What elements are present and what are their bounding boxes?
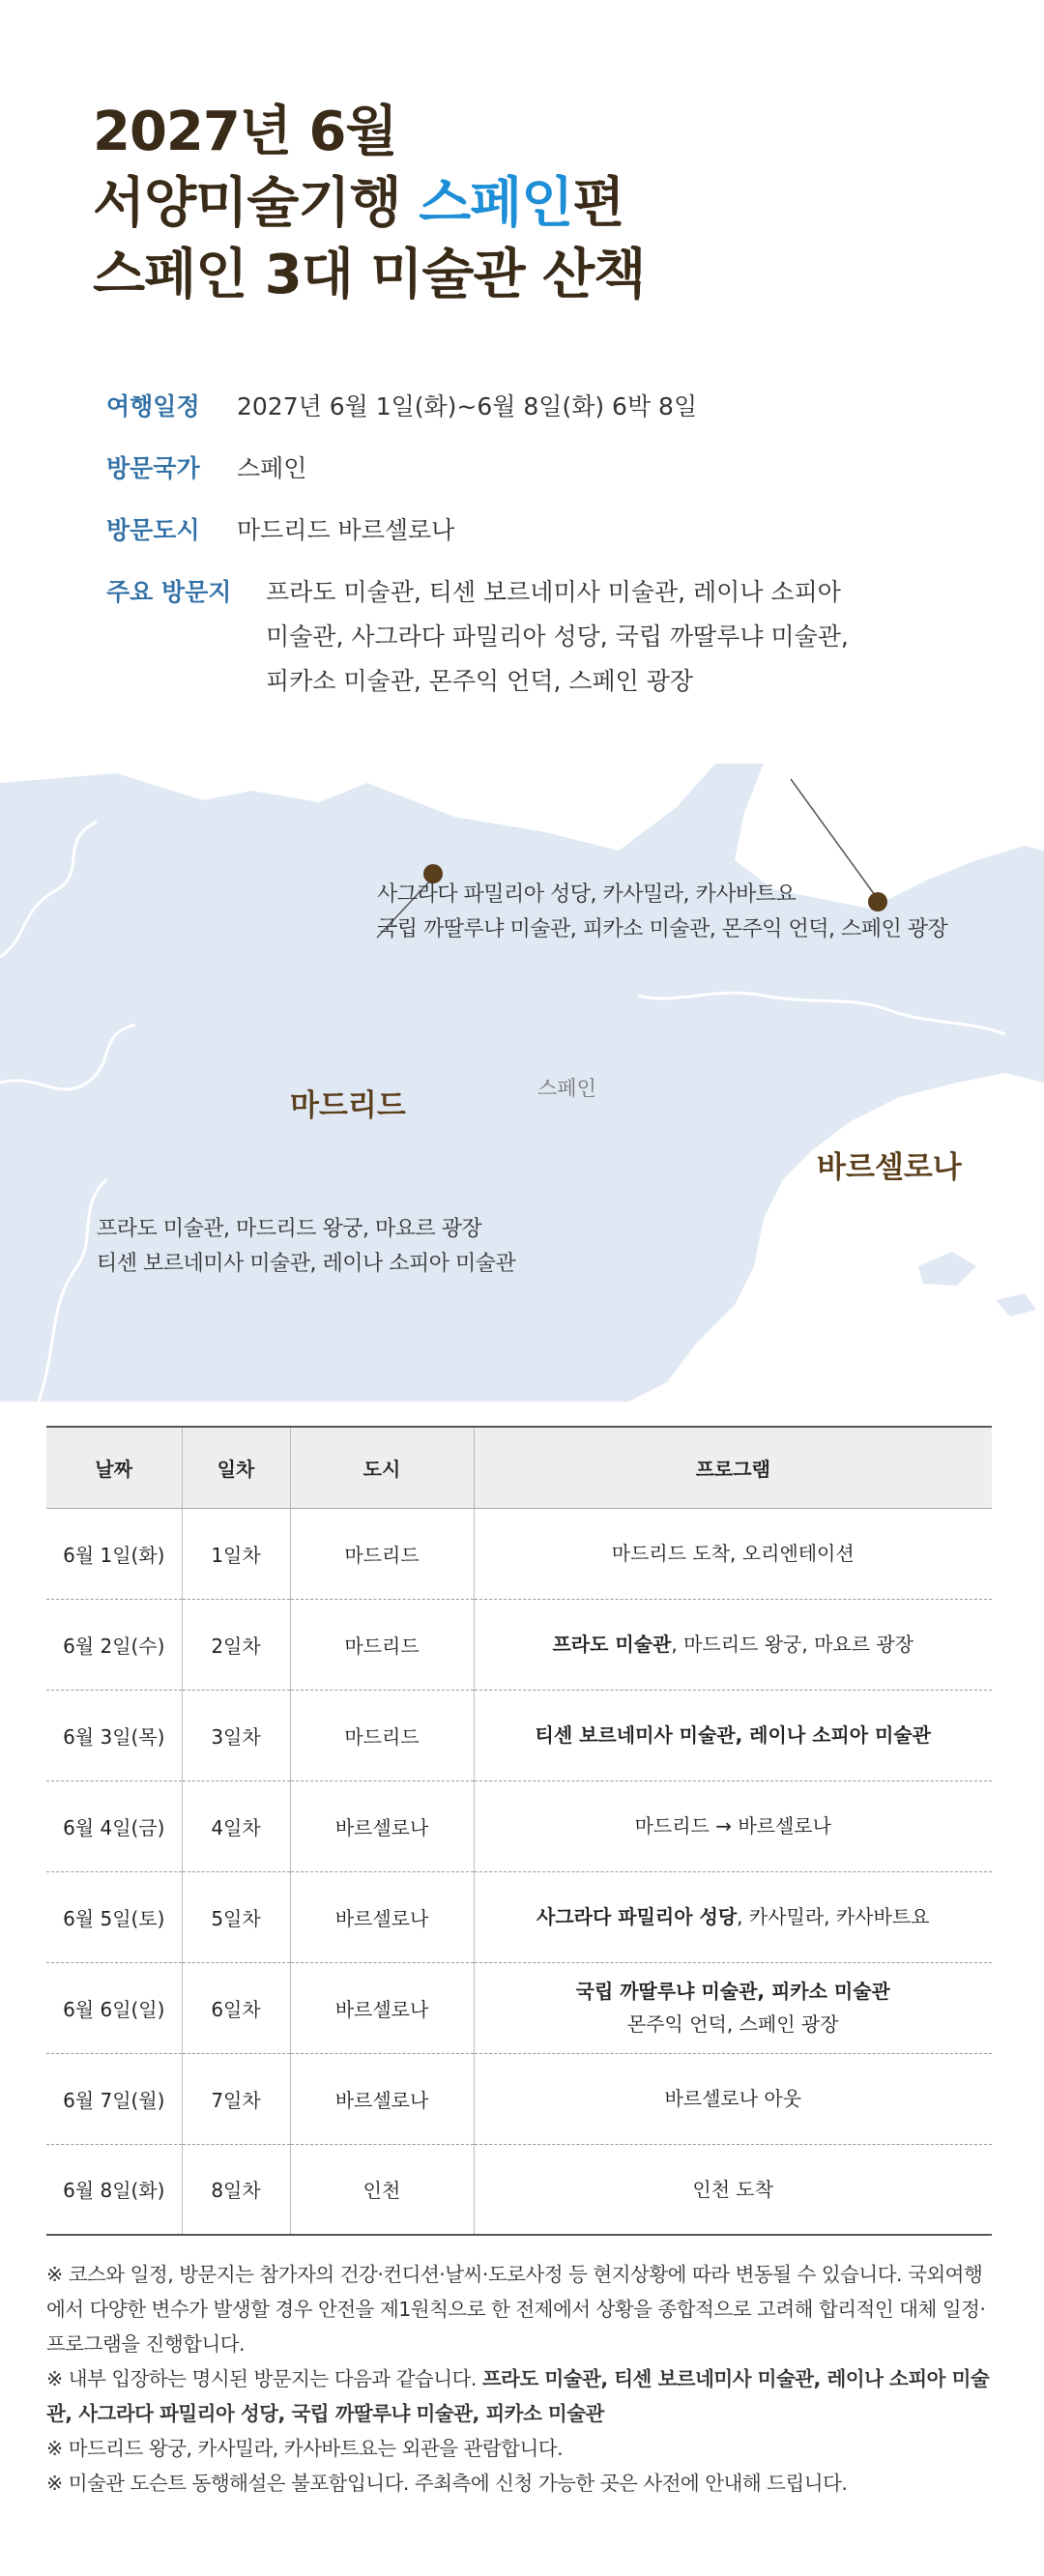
title-line-2-pre: 서양미술기행 (93, 172, 420, 235)
day-cell: 8일차 (182, 2144, 290, 2235)
program-line-2: 몬주익 언덕, 스페인 광장 (626, 2012, 839, 2036)
cities-value: 마드리드 바르셀로나 (237, 516, 455, 544)
date-cell: 6월 4일(금) (46, 1780, 182, 1871)
country-label-map: 스페인 (537, 1077, 596, 1100)
program-cell (474, 1962, 992, 2053)
note-2 (46, 2361, 999, 2431)
period-label: 여행일정 (106, 392, 200, 420)
day-cell: 4일차 (182, 1780, 290, 1871)
day-cell: 7일차 (182, 2053, 290, 2144)
madrid-label: 마드리드 (290, 1088, 406, 1123)
title-line-1: 2027년 6월 (93, 101, 397, 163)
program-line (475, 1809, 993, 1842)
program-line (475, 1719, 993, 1751)
program-text: , 카사밀라, 카사바트요 (737, 1905, 930, 1928)
date-cell: 6월 2일(수) (46, 1599, 182, 1690)
barcelona-sites-line: 국립 까딸루냐 미술관, 피카소 미술관, 몬주익 언덕, 스페인 광장 (377, 917, 948, 941)
sites-value (266, 570, 849, 704)
program-text: , 마드리드 왕궁, 마요르 광장 (671, 1633, 914, 1656)
table-header-row (46, 1427, 992, 1508)
program-cell (474, 1871, 992, 1962)
madrid-sites-line: 티센 보르네미사 미술관, 레이나 소피아 미술관 (97, 1252, 516, 1276)
header-date: 날짜 (46, 1427, 182, 1508)
date-cell: 6월 8일(화) (46, 2144, 182, 2235)
table-row (46, 1871, 992, 1962)
note-1: ※ 코스와 일정, 방문지는 참가자의 건강·컨디션·날씨·도로사정 등 현지상황에 따라 변동될 수 있습니다. 국외여행에서 다양한 변수가 발생할 경우 안전을 제1원칙으로 한 전제에서 상황을 종합적으로 고려해 합리적인 대체 일정·프로그램을 진행합니다. (46, 2263, 986, 2356)
table-row (46, 1599, 992, 1690)
info-row-sites (106, 570, 976, 704)
date-cell: 6월 5일(토) (46, 1871, 182, 1962)
table-row (46, 1962, 992, 2053)
program-cell (474, 2144, 992, 2235)
header-day: 일차 (182, 1427, 290, 1508)
city-cell: 마드리드 (290, 1599, 474, 1690)
city-cell: 바르셀로나 (290, 1871, 474, 1962)
program-line (475, 2082, 993, 2115)
program-cell (474, 1508, 992, 1599)
title-line-3: 스페인 3대 미술관 산책 (93, 244, 646, 306)
page-title (93, 97, 963, 311)
madrid-sites-text (97, 1212, 515, 1282)
title-line-2 (93, 168, 963, 240)
date-cell: 6월 6일(일) (46, 1962, 182, 2053)
note-2-bold: 프라도 미술관, 티센 보르네미사 미술관, 레이나 소피아 미술관, 사그라다 파밀리아 성당, 국립 까딸루냐 미술관, 피카소 미술관 (46, 2367, 990, 2425)
program-text: 바르셀로나 아웃 (664, 2087, 802, 2110)
spain-map (0, 764, 1044, 1402)
day-cell: 2일차 (182, 1599, 290, 1690)
city-cell: 인천 (290, 2144, 474, 2235)
city-cell: 바르셀로나 (290, 1780, 474, 1871)
day-cell: 6일차 (182, 1962, 290, 2053)
barcelona-sites-text (377, 878, 947, 947)
header-city: 도시 (290, 1427, 474, 1508)
program-line (475, 1537, 993, 1570)
program-text: 마드리드 도착, 오리엔테이션 (611, 1542, 855, 1565)
title-line-2-post: 편 (572, 172, 624, 235)
info-row-period (106, 385, 976, 429)
country-label: 방문국가 (106, 454, 200, 482)
schedule-table (46, 1426, 992, 2236)
sites-line: 피카소 미술관, 몬주익 언덕, 스페인 광장 (266, 667, 694, 695)
barcelona-sites-line: 사그라다 파밀리아 성당, 카사밀라, 카사바트요 (377, 883, 797, 907)
city-cell: 마드리드 (290, 1508, 474, 1599)
program-bold: 사그라다 파밀리아 성당 (536, 1905, 738, 1928)
program-line (475, 1628, 993, 1661)
date-cell: 6월 1일(화) (46, 1508, 182, 1599)
date-cell: 6월 3일(목) (46, 1690, 182, 1780)
table-row (46, 1780, 992, 1871)
program-bold: 국립 까딸루냐 미술관, 피카소 미술관 (575, 1980, 890, 2003)
day-cell: 5일차 (182, 1871, 290, 1962)
program-text: 마드리드 → 바르셀로나 (634, 1814, 831, 1838)
program-line (475, 1900, 993, 1933)
program-bold: 티센 보르네미사 미술관, 레이나 소피아 미술관 (535, 1723, 931, 1747)
sites-line: 프라도 미술관, 티센 보르네미사 미술관, 레이나 소피아 (266, 578, 841, 606)
table-row (46, 1690, 992, 1780)
note-4: ※ 미술관 도슨트 동행해설은 불포함입니다. 주최측에 신청 가능한 곳은 사전에 안내해 드립니다. (46, 2472, 848, 2495)
table-row (46, 1508, 992, 1599)
country-value: 스페인 (237, 454, 307, 482)
program-cell (474, 2053, 992, 2144)
sites-line: 미술관, 사그라다 파밀리아 성당, 국립 까딸루냐 미술관, (266, 622, 849, 651)
map-graphic (0, 764, 1044, 1402)
note-3: ※ 마드리드 왕궁, 카사밀라, 카사바트요는 외관을 관람합니다. (46, 2437, 564, 2460)
period-value: 2027년 6월 1일(화)~6월 8일(화) 6박 8일 (237, 392, 698, 420)
header-program: 프로그램 (474, 1427, 992, 1508)
cities-label: 방문도시 (106, 516, 200, 544)
sites-label: 주요 방문지 (106, 578, 232, 606)
table-row (46, 2053, 992, 2144)
city-cell: 바르셀로나 (290, 2053, 474, 2144)
city-cell: 바르셀로나 (290, 1962, 474, 2053)
program-line (475, 1975, 993, 2008)
date-cell: 6월 7일(월) (46, 2053, 182, 2144)
info-row-country (106, 447, 976, 491)
map-land (0, 764, 1044, 1402)
title-accent: 스페인 (419, 172, 573, 235)
day-cell: 1일차 (182, 1508, 290, 1599)
city-cell: 마드리드 (290, 1690, 474, 1780)
program-cell (474, 1690, 992, 1780)
program-text: 인천 도착 (692, 2177, 774, 2201)
program-bold: 프라도 미술관 (552, 1633, 672, 1656)
trip-info (106, 385, 976, 721)
map-island (996, 1293, 1036, 1317)
day-cell: 3일차 (182, 1690, 290, 1780)
madrid-sites-line: 프라도 미술관, 마드리드 왕궁, 마요르 광장 (97, 1217, 482, 1241)
program-cell (474, 1780, 992, 1871)
map-island (918, 1252, 976, 1286)
notes (46, 2257, 999, 2501)
program-cell (474, 1599, 992, 1690)
program-line (475, 2173, 993, 2206)
table-row (46, 2144, 992, 2235)
barcelona-label: 바르셀로나 (817, 1150, 962, 1185)
info-row-cities (106, 508, 976, 553)
note-2-pre: ※ 내부 입장하는 명시된 방문지는 다음과 같습니다. (46, 2367, 482, 2390)
